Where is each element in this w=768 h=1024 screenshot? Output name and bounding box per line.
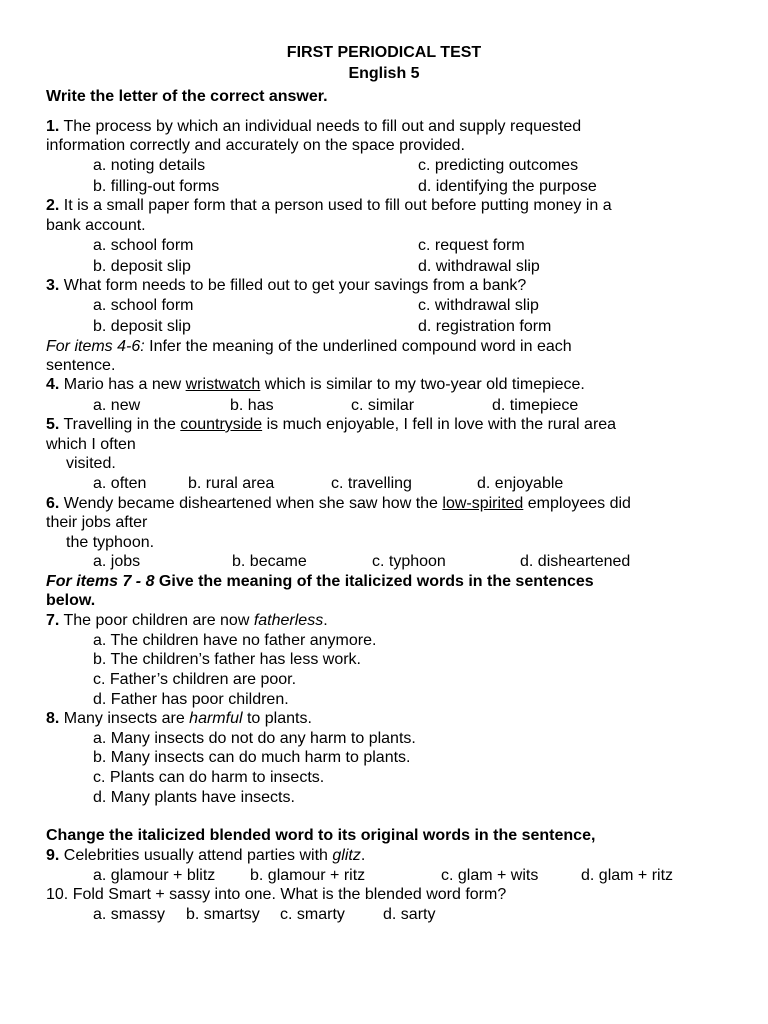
choice-10a: a. smassy	[93, 906, 166, 923]
choice-1a: a. noting details	[93, 157, 206, 174]
section-lead: For items 4-6:	[46, 338, 145, 355]
question-text: It is a small paper form that a person used to fill out before putting money in a	[59, 197, 612, 214]
section-text: Give the meaning of the italicized words in the sentences	[154, 573, 594, 590]
choice-8c: c. Plants can do harm to insects.	[93, 769, 325, 786]
choice-7a: a. The children have no father anymore.	[93, 632, 377, 649]
test-title: FIRST PERIODICAL TEST	[286, 44, 482, 61]
question-number: 8.	[46, 710, 60, 727]
choice-3c: c. withdrawal slip	[418, 297, 539, 314]
question-text: Celebrities usually attend parties with	[59, 847, 333, 864]
underlined-word: low-spirited	[442, 495, 524, 512]
choice-6d: d. disheartened	[520, 553, 631, 570]
question-number: 4.	[46, 376, 60, 393]
question-number: 1.	[46, 118, 60, 135]
choice-8b: b. Many insects can do much harm to plants.	[93, 749, 411, 766]
question-text: is much enjoyable, I fell in love with the rural area	[262, 416, 617, 433]
underlined-word: countryside	[180, 416, 263, 433]
question-text: .	[323, 612, 328, 629]
test-subject: English 5	[348, 65, 420, 82]
section-4-6-continued: sentence.	[46, 357, 116, 374]
question-6-continued: their jobs after	[46, 514, 148, 531]
choice-3d: d. registration form	[418, 318, 552, 335]
choice-8d: d. Many plants have insects.	[93, 789, 295, 806]
italic-word: harmful	[189, 710, 243, 727]
question-text: Travelling in the	[59, 416, 181, 433]
question-10: 10. Fold Smart + sassy into one. What is the blended word form?	[46, 886, 507, 903]
question-6	[46, 494, 631, 514]
choice-5c: c. travelling	[331, 475, 412, 492]
question-text: The process by which an individual needs to fill out and supply requested	[59, 118, 582, 135]
section-4-6-instruction	[46, 337, 572, 357]
choice-2c: c. request form	[418, 237, 525, 254]
choice-2b: b. deposit slip	[93, 258, 191, 275]
italic-word: fatherless	[253, 612, 324, 629]
question-number: 7.	[46, 612, 60, 629]
choice-7b: b. The children’s father has less work.	[93, 651, 361, 668]
choice-5b: b. rural area	[188, 475, 275, 492]
choice-7d: d. Father has poor children.	[93, 691, 289, 708]
question-5-continued: which I often	[46, 436, 136, 453]
choice-10c: c. smarty	[280, 906, 345, 923]
question-8	[46, 709, 312, 729]
choice-2a: a. school form	[93, 237, 194, 254]
choice-9b: b. glamour + ritz	[250, 867, 366, 884]
question-text: Mario has a new	[59, 376, 186, 393]
choice-3b: b. deposit slip	[93, 318, 191, 335]
question-7	[46, 611, 328, 631]
question-text: to plants.	[242, 710, 312, 727]
instruction: Write the letter of the correct answer.	[46, 88, 328, 105]
question-text: The poor children are now	[59, 612, 254, 629]
choice-6b: b. became	[232, 553, 307, 570]
question-text: employees did	[523, 495, 631, 512]
question-text: What form needs to be filled out to get your savings from a bank?	[59, 277, 527, 294]
question-number: 3.	[46, 277, 60, 294]
choice-1c: c. predicting outcomes	[418, 157, 579, 174]
section-7-8-instruction	[46, 572, 594, 592]
choice-1b: b. filling-out forms	[93, 178, 220, 195]
question-1	[46, 117, 581, 137]
section-9-10-instruction: Change the italicized blended word to its original words in the sentence,	[46, 827, 596, 844]
choice-4b: b. has	[230, 397, 274, 414]
choice-9c: c. glam + wits	[441, 867, 539, 884]
question-5	[46, 415, 616, 435]
choice-8a: a. Many insects do not do any harm to plants.	[93, 730, 416, 747]
choice-1d: d. identifying the purpose	[418, 178, 597, 195]
choice-5a: a. often	[93, 475, 147, 492]
section-7-8-continued: below.	[46, 592, 96, 609]
question-3	[46, 276, 526, 296]
question-5-continued-2: visited.	[66, 455, 116, 472]
question-text: which is similar to my two-year old timepiece.	[260, 376, 585, 393]
question-6-continued-2: the typhoon.	[66, 534, 155, 551]
question-9	[46, 846, 365, 866]
choice-4a: a. new	[93, 397, 141, 414]
choice-4c: c. similar	[351, 397, 415, 414]
choice-5d: d. enjoyable	[477, 475, 564, 492]
question-2-continued: bank account.	[46, 217, 146, 234]
section-lead: For items 7 - 8	[46, 573, 155, 590]
choice-9d: d. glam + ritz	[581, 867, 674, 884]
choice-3a: a. school form	[93, 297, 194, 314]
choice-4d: d. timepiece	[492, 397, 579, 414]
choice-2d: d. withdrawal slip	[418, 258, 540, 275]
section-text: Infer the meaning of the underlined compound word in each	[144, 338, 572, 355]
choice-10d: d. sarty	[383, 906, 436, 923]
question-4	[46, 375, 585, 395]
italic-word: glitz	[332, 847, 361, 864]
question-text: .	[360, 847, 366, 864]
question-number: 5.	[46, 416, 60, 433]
underlined-word: wristwatch	[185, 376, 261, 393]
choice-7c: c. Father’s children are poor.	[93, 671, 297, 688]
choice-6a: a. jobs	[93, 553, 141, 570]
choice-9a: a. glamour + blitz	[93, 867, 216, 884]
question-1-continued: information correctly and accurately on the space provided.	[46, 137, 465, 154]
question-text: Wendy became disheartened when she saw how the	[59, 495, 443, 512]
question-2	[46, 196, 612, 216]
question-text: Many insects are	[59, 710, 190, 727]
question-number: 9.	[46, 847, 60, 864]
choice-10b: b. smartsy	[186, 906, 260, 923]
question-number: 2.	[46, 197, 60, 214]
question-number: 6.	[46, 495, 60, 512]
choice-6c: c. typhoon	[372, 553, 446, 570]
